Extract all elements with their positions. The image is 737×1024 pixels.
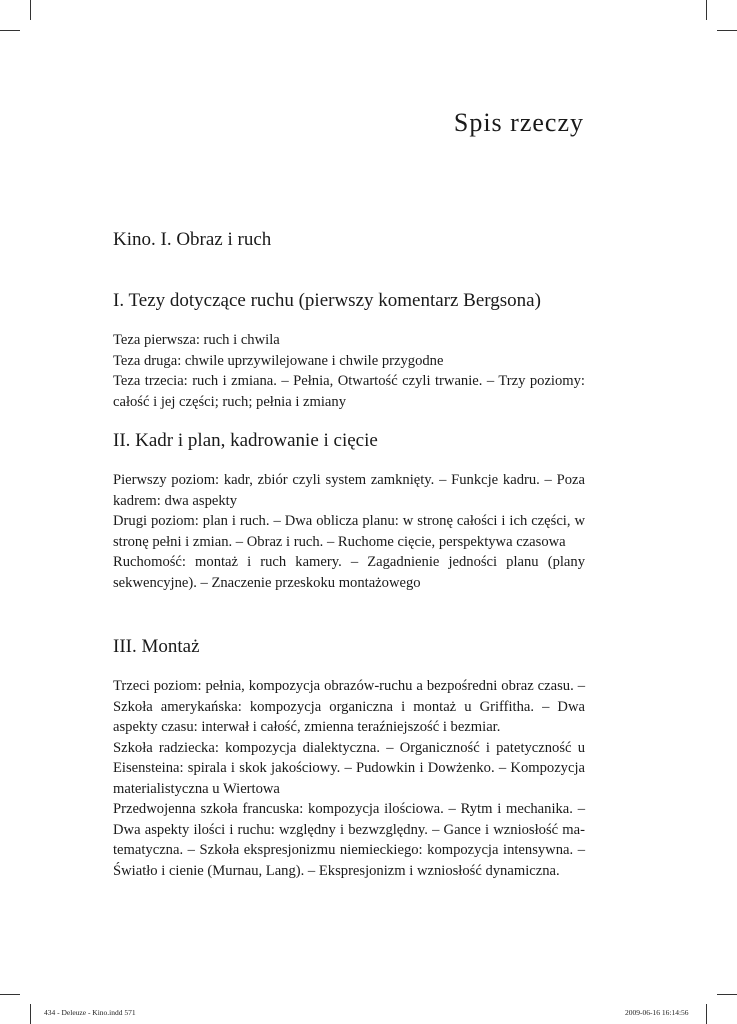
toc-entry: Pierwszy poziom: kadr, zbiór czyli system zamknięty. – Funkcje kadru. – Poza kadrem: dwa aspekty [113, 472, 585, 509]
crop-mark-top-left-vertical [30, 0, 31, 20]
toc-entry: Trzeci poziom: pełnia, kompozycja obrazów-ruchu a bezpośredni obraz czasu. – Szkoła amerykańska: kompozycja organiczna i montaż u Griffitha. – Dwa aspekty czasu: interwał i całość, zmienna teraźniejszość i bezmiar. [113, 678, 585, 735]
chapter-entries [113, 330, 585, 412]
crop-mark-top-right-horizontal [717, 30, 737, 31]
chapter-entries [113, 470, 585, 593]
toc-entry: Teza pierwsza: ruch i chwila [113, 332, 280, 348]
crop-mark-bottom-right-vertical [706, 1004, 707, 1024]
part-title: Kino. I. Obraz i ruch [113, 229, 272, 250]
crop-mark-top-right-vertical [706, 0, 707, 20]
toc-entry: Ruchomość: montaż i ruch kamery. – Zagadnienie jedności planu (plany sekwencyjne). – Znaczenie przeskoku montażowego [113, 554, 585, 591]
toc-entry: Przedwojenna szkoła francuska: kompozycja ilościowa. – Rytm i mechanika. – Dwa aspekty ilości i ruchu: względny i bezwzględny. – Gance i wzniosłość matematyczna. – Szkoła ekspresjonizmu niemieckiego: kompozycja intensywna. – Światło i cienie (Murnau, Lang). – Ekspresjonizm i wzniosłość dynamiczna. [113, 801, 585, 879]
chapter-3 [113, 635, 585, 881]
chapter-2 [113, 429, 585, 593]
chapter-heading: I. Tezy dotyczące ruchu (pierwszy komentarz Bergsona) [113, 290, 541, 311]
crop-mark-top-left-horizontal [0, 30, 20, 31]
crop-mark-bottom-right-horizontal [717, 994, 737, 995]
toc-entry: Szkoła radziecka: kompozycja dialektyczna. – Organiczność i patetyczność u Eisensteina: spirala i skok jakościowy. – Pudowkin i Dowżenko. – Kompozycja materialistyczna u Wiertowa [113, 739, 585, 797]
page-title: Spis rzeczy [453, 108, 584, 137]
crop-mark-bottom-left-vertical [30, 1004, 31, 1024]
print-slug-filename: 434 - Deleuze - Kino.indd 571 [44, 1008, 136, 1017]
chapter-entries [113, 676, 585, 881]
toc-entry: Teza trzecia: ruch i zmiana. – Pełnia, Otwartość czyli trwanie. – Trzy poziomy: całość i jej części; ruch; pełnia i zmiany [113, 373, 585, 410]
chapter-heading: II. Kadr i plan, kadrowanie i cięcie [113, 430, 378, 451]
chapter-1 [113, 289, 585, 412]
chapter-heading: III. Montaż [113, 636, 200, 657]
print-slug-timestamp: 2009-06-16 16:14:56 [625, 1008, 689, 1017]
toc-entry: Teza druga: chwile uprzywilejowane i chwile przygodne [113, 352, 444, 369]
toc-entry: Drugi poziom: plan i ruch. – Dwa oblicza planu: w stronę całości i ich części, w stronę pełni i zmian. – Obraz i ruch. – Ruchome cięcie, perspektywa czasowa [113, 513, 585, 550]
crop-mark-bottom-left-horizontal [0, 994, 20, 995]
